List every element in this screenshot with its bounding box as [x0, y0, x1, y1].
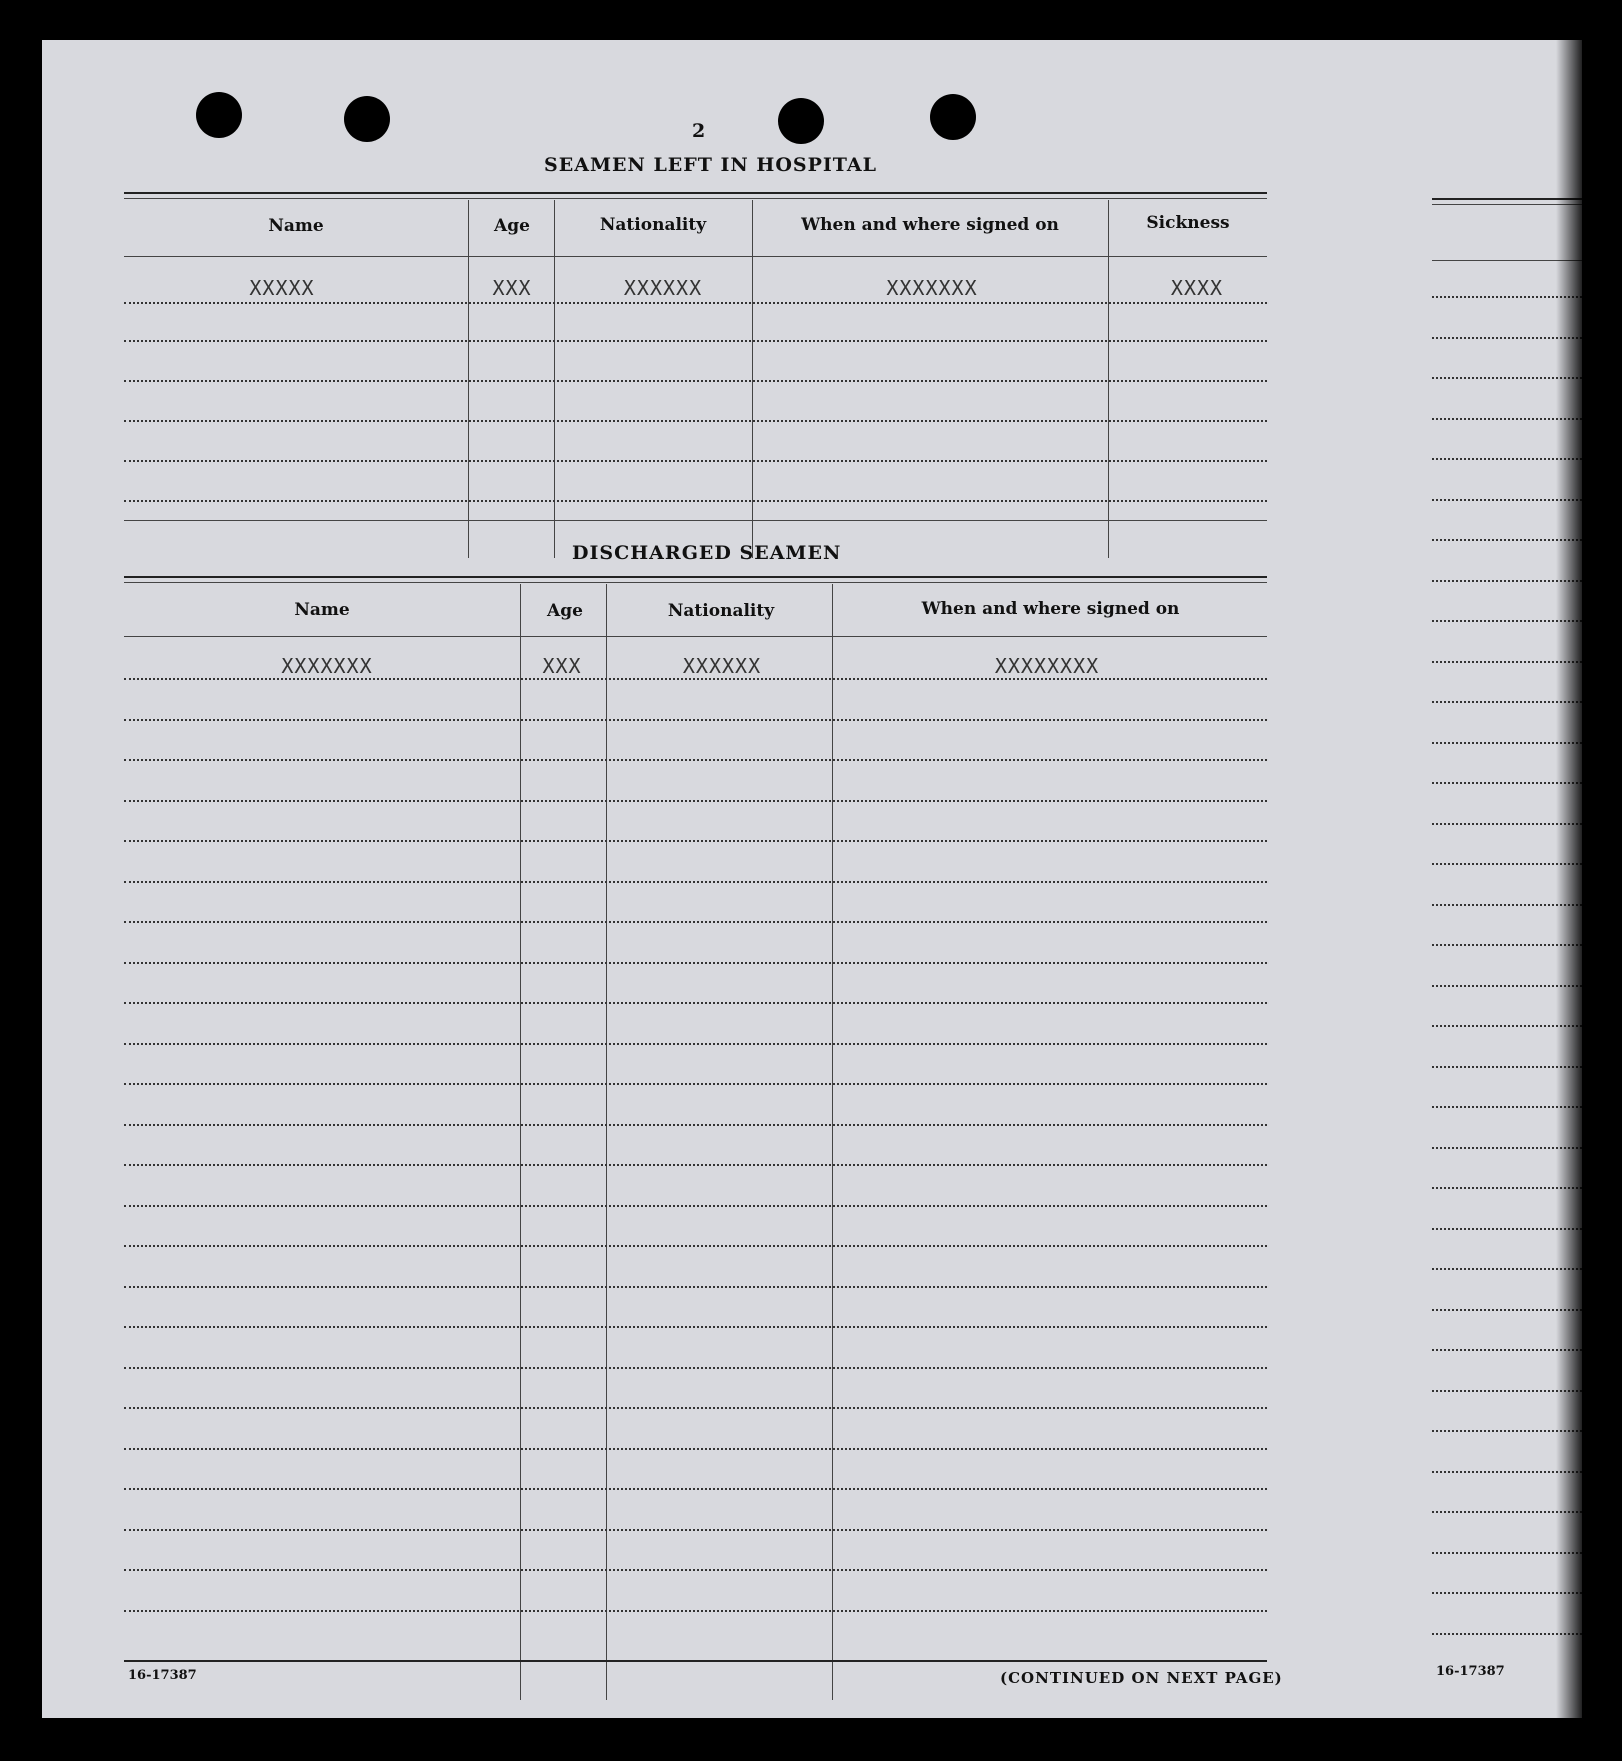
ruled-line	[124, 1043, 1267, 1045]
hospital-row-nationality: XXXXXX	[623, 276, 703, 300]
hospital-row-sickness: XXXX	[1170, 276, 1224, 300]
punch-hole	[344, 96, 390, 142]
discharged-header-nationality: Nationality	[667, 601, 775, 621]
discharged-row-nationality: XXXXXX	[682, 654, 762, 678]
ruled-line	[124, 921, 1267, 923]
hospital-row-signed-on: XXXXXXX	[886, 276, 978, 300]
discharged-section-title: DISCHARGED SEAMEN	[572, 542, 842, 564]
ruled-line	[124, 1124, 1267, 1126]
ruled-line	[124, 1569, 1267, 1571]
form-number-right: 16-17387	[1436, 1664, 1505, 1679]
ruled-line	[124, 1205, 1267, 1207]
ruled-line	[124, 1164, 1267, 1166]
page-edge-shadow	[1556, 40, 1582, 1718]
ruled-line	[124, 840, 1267, 842]
punch-hole	[196, 92, 242, 138]
ruled-line	[124, 1286, 1267, 1288]
ruled-line	[124, 719, 1267, 721]
hospital-header-signed-on: When and where signed on	[801, 215, 1059, 235]
page-number: 2	[692, 120, 707, 142]
ruled-line	[124, 1002, 1267, 1004]
ruled-line	[124, 881, 1267, 883]
punch-hole	[778, 98, 824, 144]
hospital-row-name: XXXXX	[249, 276, 315, 300]
form-number: 16-17387	[128, 1668, 197, 1683]
discharged-header-signed-on: When and where signed on	[921, 599, 1180, 619]
ruled-line	[124, 1488, 1267, 1490]
ruled-line	[124, 1407, 1267, 1409]
hospital-header-name: Name	[268, 216, 324, 236]
discharged-row-age: XXX	[542, 654, 582, 678]
hospital-header-age: Age	[494, 216, 530, 236]
ruled-line	[124, 1367, 1267, 1369]
hospital-section-title: SEAMEN LEFT IN HOSPITAL	[544, 154, 877, 176]
punch-hole	[930, 94, 976, 140]
ruled-line	[124, 1448, 1267, 1450]
hospital-header-nationality: Nationality	[599, 215, 707, 235]
discharged-row-name: XXXXXXX	[281, 654, 373, 678]
hospital-header-sickness: Sickness	[1146, 213, 1230, 233]
ruled-line	[124, 1610, 1267, 1612]
discharged-header-name: Name	[294, 600, 350, 620]
ruled-line	[124, 678, 1267, 680]
ruled-line	[124, 1083, 1267, 1085]
ruled-line	[124, 759, 1267, 761]
ruled-line	[124, 962, 1267, 964]
continued-note: (CONTINUED ON NEXT PAGE)	[1000, 1669, 1283, 1687]
ruled-line	[124, 800, 1267, 802]
ruled-line	[124, 1529, 1267, 1531]
ruled-line	[124, 1245, 1267, 1247]
ruled-line	[124, 1326, 1267, 1328]
discharged-header-age: Age	[547, 601, 583, 621]
discharged-row-signed-on: XXXXXXXX	[994, 654, 1100, 678]
hospital-row-age: XXX	[492, 276, 532, 300]
form-page	[42, 40, 1582, 1718]
